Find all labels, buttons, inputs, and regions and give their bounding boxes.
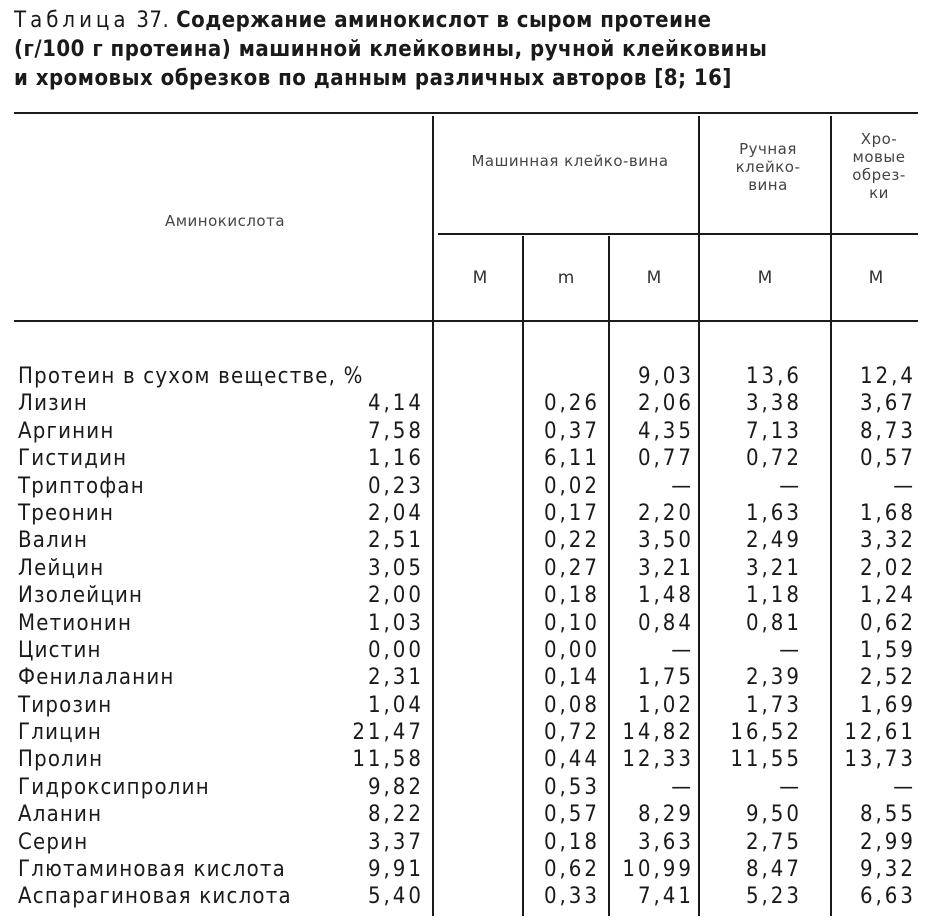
machine-m-value: 0,27 [543, 555, 600, 581]
subheader-M-4: M [868, 268, 884, 288]
machine-M2-value: 2,06 [637, 391, 694, 417]
table-row [0, 801, 940, 828]
machine-m-value: 0,22 [543, 528, 600, 554]
hand-gluten-value: 16,52 [730, 720, 802, 746]
machine-M2-value: 1,75 [637, 665, 694, 691]
hand-gluten-value: 7,13 [745, 418, 802, 444]
chrome-trimmings-value: — [893, 774, 916, 800]
machine-M2-value: 3,50 [637, 528, 694, 554]
subheader-m: m [557, 268, 575, 288]
machine-m-value: 0,57 [543, 802, 600, 828]
chrome-trimmings-value: 0,57 [859, 446, 916, 472]
chrome-trimmings-value: 1,68 [859, 500, 916, 526]
amino-acid-name: Метионин [18, 610, 133, 636]
hand-gluten-value: 9,50 [745, 802, 802, 828]
machine-M-value: 3,05 [367, 555, 424, 581]
header-machine-gluten: Машинная клейко-вина [471, 152, 669, 170]
hand-gluten-value: 3,38 [745, 391, 802, 417]
hand-gluten-value: 0,81 [745, 610, 802, 636]
machine-M2-value: 3,63 [637, 829, 694, 855]
machine-M2-value: 1,02 [637, 692, 694, 718]
amino-acid-name: Лизин [18, 391, 89, 417]
machine-m-value: 0,18 [543, 583, 600, 609]
table-row [0, 582, 940, 609]
hand-gluten-value: 8,47 [745, 857, 802, 883]
amino-acid-name: Глютаминовая кислота [18, 857, 286, 883]
hand-gluten-value: 2,39 [745, 665, 802, 691]
machine-M-value: 8,22 [367, 802, 424, 828]
table-row [0, 719, 940, 746]
hand-gluten-value: 5,23 [745, 884, 802, 910]
machine-M-value: 9,82 [367, 774, 424, 800]
machine-M2-value: — [671, 637, 694, 663]
machine-M-value: 5,40 [367, 884, 424, 910]
chrome-trimmings-value: 3,32 [859, 528, 916, 554]
amino-acid-name: Аланин [18, 802, 103, 828]
machine-M2-value: 1,48 [637, 583, 694, 609]
subheader-M-3: M [757, 268, 773, 288]
machine-M2-value: 10,99 [622, 857, 694, 883]
machine-m-value: 0,17 [543, 500, 600, 526]
machine-M2-value: 9,03 [637, 364, 694, 389]
table-row [0, 555, 940, 582]
machine-M2-value: 0,77 [637, 446, 694, 472]
header-hand-gluten: Ручная клейко-вина [735, 140, 801, 194]
subheader-M-2: M [646, 268, 662, 288]
chrome-trimmings-value: 3,67 [859, 391, 916, 417]
hand-gluten-value: 13,6 [745, 364, 802, 389]
machine-m-value: 0,08 [543, 692, 600, 718]
machine-M-value: 3,37 [367, 829, 424, 855]
chrome-trimmings-value: 13,73 [844, 747, 916, 773]
header-chrome-trimmings: Хро-мовые обрез-ки [852, 130, 906, 202]
machine-m-value: 0,33 [543, 884, 600, 910]
machine-M2-value: 2,20 [637, 500, 694, 526]
amino-acid-name: Глицин [18, 720, 103, 746]
table-row [0, 473, 940, 500]
machine-M-value: 1,03 [367, 610, 424, 636]
machine-M2-value: 7,41 [637, 884, 694, 910]
chrome-trimmings-value: 2,99 [859, 829, 916, 855]
hand-gluten-value: — [779, 473, 802, 499]
caption-title-line-2: (г/100 г протеина) машинной клейковины, ручной клейковины [14, 37, 768, 62]
chrome-trimmings-value: — [893, 473, 916, 499]
machine-M-value: 9,91 [367, 857, 424, 883]
machine-M2-value: 14,82 [622, 720, 694, 746]
amino-acid-name: Пролин [18, 747, 104, 773]
machine-M-value: 2,31 [367, 665, 424, 691]
amino-acid-name: Цистин [18, 637, 102, 663]
amino-acid-name: Треонин [18, 500, 115, 526]
machine-m-value: 0,62 [543, 857, 600, 883]
machine-m-value: 6,11 [543, 446, 600, 472]
machine-M2-value: 8,29 [637, 802, 694, 828]
table-caption [14, 6, 926, 93]
machine-M2-value: 0,84 [637, 610, 694, 636]
machine-M2-value: — [671, 774, 694, 800]
table-row [0, 500, 940, 527]
table-row [0, 774, 940, 801]
chrome-trimmings-value: 6,63 [859, 884, 916, 910]
hand-gluten-value: 2,49 [745, 528, 802, 554]
hand-gluten-value: — [779, 637, 802, 663]
amino-acid-name: Лейцин [18, 555, 105, 581]
header-amino-acid: Аминокислота [164, 212, 286, 230]
machine-M-value: 2,51 [367, 528, 424, 554]
table-number: 37. [136, 8, 170, 33]
machine-M-value: 4,14 [367, 391, 424, 417]
machine-M2-value: 4,35 [637, 418, 694, 444]
header-subrule [438, 233, 918, 235]
table-label: Таблица [14, 8, 130, 33]
table-row [0, 390, 940, 417]
chrome-trimmings-value: 12,4 [859, 364, 916, 389]
caption-line-1 [14, 6, 926, 35]
machine-M-value: 0,23 [367, 473, 424, 499]
caption-title-line-3: и хромовых обрезков по данным различных авторов [8; 16] [14, 66, 732, 91]
amino-acid-name: Гидроксипролин [18, 774, 210, 800]
machine-M-value: 0,00 [367, 637, 424, 663]
table-row [0, 746, 940, 773]
machine-M-value: 2,04 [367, 500, 424, 526]
hand-gluten-value: 3,21 [745, 555, 802, 581]
chrome-trimmings-value: 9,32 [859, 857, 916, 883]
hand-gluten-value: — [779, 774, 802, 800]
machine-m-value: 0,14 [543, 665, 600, 691]
chrome-trimmings-value: 8,73 [859, 418, 916, 444]
machine-m-value: 0,02 [543, 473, 600, 499]
table-row [0, 829, 940, 856]
hand-gluten-value: 11,55 [730, 747, 802, 773]
amino-acid-name: Протеин в сухом веществе, % [18, 364, 364, 389]
table-row [0, 610, 940, 637]
amino-acid-name: Триптофан [18, 473, 145, 499]
machine-M-value: 21,47 [352, 720, 424, 746]
chrome-trimmings-value: 1,69 [859, 692, 916, 718]
amino-acid-name: Аргинин [18, 418, 115, 444]
machine-M-value: 7,58 [367, 418, 424, 444]
hand-gluten-value: 0,72 [745, 446, 802, 472]
machine-m-value: 0,00 [543, 637, 600, 663]
machine-M2-value: — [671, 473, 694, 499]
machine-m-value: 0,26 [543, 391, 600, 417]
chrome-trimmings-value: 1,24 [859, 583, 916, 609]
amino-acid-name: Изолейцин [18, 583, 144, 609]
machine-m-value: 0,10 [543, 610, 600, 636]
table-row [0, 664, 940, 691]
table-row [0, 363, 940, 390]
amino-acid-name: Валин [18, 528, 89, 554]
hand-gluten-value: 1,18 [745, 583, 802, 609]
machine-M2-value: 3,21 [637, 555, 694, 581]
machine-m-value: 0,18 [543, 829, 600, 855]
amino-acid-name: Гистидин [18, 446, 128, 472]
table-row [0, 692, 940, 719]
chrome-trimmings-value: 2,02 [859, 555, 916, 581]
machine-M-value: 1,04 [367, 692, 424, 718]
machine-M-value: 11,58 [352, 747, 424, 773]
amino-acid-name: Серин [18, 829, 89, 855]
machine-m-value: 0,37 [543, 418, 600, 444]
hand-gluten-value: 1,63 [745, 500, 802, 526]
machine-M-value: 1,16 [367, 446, 424, 472]
table-top-rule [14, 112, 918, 114]
table-row [0, 856, 940, 883]
chrome-trimmings-value: 8,55 [859, 802, 916, 828]
chrome-trimmings-value: 2,52 [859, 665, 916, 691]
hand-gluten-value: 2,75 [745, 829, 802, 855]
chrome-trimmings-value: 0,62 [859, 610, 916, 636]
machine-m-value: 0,53 [543, 774, 600, 800]
header-bottom-rule [14, 320, 918, 322]
machine-M-value: 2,00 [367, 583, 424, 609]
table-row [0, 637, 940, 664]
table-row [0, 883, 940, 910]
table-row [0, 445, 940, 472]
chrome-trimmings-value: 12,61 [844, 720, 916, 746]
machine-M2-value: 12,33 [622, 747, 694, 773]
amino-acid-name: Тирозин [18, 692, 113, 718]
table-row [0, 527, 940, 554]
machine-m-value: 0,44 [543, 747, 600, 773]
amino-acid-name: Фенилаланин [18, 665, 175, 691]
hand-gluten-value: 1,73 [745, 692, 802, 718]
subheader-M-1: M [472, 268, 488, 288]
amino-acid-name: Аспарагиновая кислота [18, 884, 292, 910]
chrome-trimmings-value: 1,59 [859, 637, 916, 663]
machine-m-value: 0,72 [543, 720, 600, 746]
table-row [0, 418, 940, 445]
table-body [0, 363, 940, 911]
caption-title-line-1: Содержание аминокислот в сыром протеине [176, 8, 712, 33]
